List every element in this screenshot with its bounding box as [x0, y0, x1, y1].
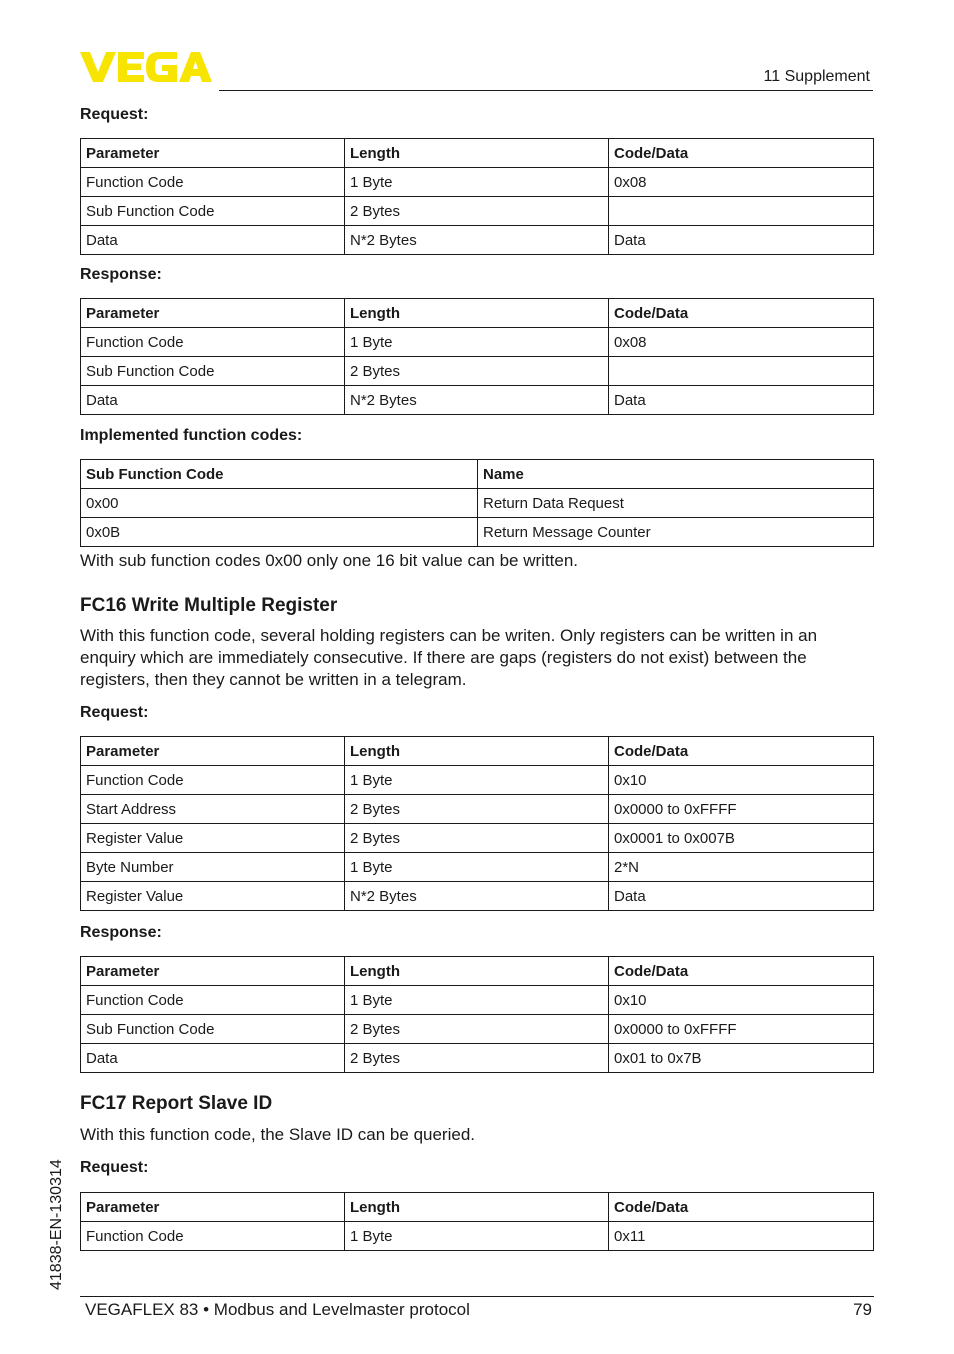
table-row — [81, 168, 874, 197]
table-cell: Data — [81, 1044, 345, 1073]
column-header: Name — [478, 460, 874, 489]
table-cell: Data — [81, 226, 345, 255]
table-cell: Byte Number — [81, 853, 345, 882]
column-header: Code/Data — [609, 139, 874, 168]
request-label: Request: — [80, 1159, 149, 1176]
table-row — [81, 1222, 874, 1251]
section-title: 11 Supplement — [763, 68, 870, 85]
footer-title: VEGAFLEX 83 • Modbus and Levelmaster protocol — [85, 1300, 470, 1319]
table-header-row — [81, 460, 874, 489]
column-header: Length — [345, 139, 609, 168]
table-cell: Function Code — [81, 328, 345, 357]
table-row — [81, 824, 874, 853]
table-row — [81, 518, 874, 547]
column-header: Length — [345, 957, 609, 986]
header-divider — [219, 90, 873, 91]
table-header-row — [81, 957, 874, 986]
table-header-row — [81, 299, 874, 328]
table-cell: 0x0001 to 0x007B — [609, 824, 874, 853]
table-cell: Sub Function Code — [81, 197, 345, 226]
column-header: Parameter — [81, 737, 345, 766]
table-cell — [609, 357, 874, 386]
implemented-codes-table — [80, 459, 874, 547]
table-cell: 2 Bytes — [345, 1015, 609, 1044]
table-cell: Sub Function Code — [81, 1015, 345, 1044]
table-cell: 1 Byte — [345, 766, 609, 795]
column-header: Parameter — [81, 1193, 345, 1222]
table-row — [81, 986, 874, 1015]
table-row — [81, 197, 874, 226]
table-cell — [609, 197, 874, 226]
table-cell: 0x11 — [609, 1222, 874, 1251]
fc08-request-table — [80, 138, 874, 255]
table-cell: 0x10 — [609, 986, 874, 1015]
table-cell: 2 Bytes — [345, 197, 609, 226]
fc16-response-table — [80, 956, 874, 1073]
table-cell: Return Message Counter — [478, 518, 874, 547]
column-header: Parameter — [81, 957, 345, 986]
table-cell: Function Code — [81, 168, 345, 197]
fc17-request-table — [80, 1192, 874, 1251]
table-cell: N*2 Bytes — [345, 882, 609, 911]
table-cell: Function Code — [81, 1222, 345, 1251]
table-cell: 0x0B — [81, 518, 478, 547]
table-row — [81, 489, 874, 518]
response-label: Response: — [80, 266, 162, 283]
table-cell: Data — [81, 386, 345, 415]
table-row — [81, 328, 874, 357]
fc16-request-table — [80, 736, 874, 911]
table-row — [81, 1044, 874, 1073]
table-cell: 2 Bytes — [345, 1044, 609, 1073]
table-row — [81, 226, 874, 255]
table-cell: Sub Function Code — [81, 357, 345, 386]
column-header: Length — [345, 299, 609, 328]
column-header: Code/Data — [609, 957, 874, 986]
table-row — [81, 795, 874, 824]
table-cell: Register Value — [81, 824, 345, 853]
column-header: Parameter — [81, 299, 345, 328]
document-code: 41838-EN-130314 — [48, 1159, 65, 1290]
table-cell: 2 Bytes — [345, 824, 609, 853]
footer-divider — [80, 1296, 874, 1297]
table-header-row — [81, 139, 874, 168]
table-header-row — [81, 1193, 874, 1222]
table-cell: 2 Bytes — [345, 795, 609, 824]
table-cell: 1 Byte — [345, 1222, 609, 1251]
table-cell: Data — [609, 386, 874, 415]
table-cell: Start Address — [81, 795, 345, 824]
implemented-codes-label: Implemented function codes: — [80, 427, 303, 444]
table-cell: 2*N — [609, 853, 874, 882]
column-header: Length — [345, 1193, 609, 1222]
vega-logo — [80, 52, 212, 82]
table-cell: N*2 Bytes — [345, 386, 609, 415]
table-row — [81, 766, 874, 795]
table-cell: 0x00 — [81, 489, 478, 518]
table-cell: 0x0000 to 0xFFFF — [609, 1015, 874, 1044]
request-label: Request: — [80, 704, 149, 721]
table-cell: Function Code — [81, 766, 345, 795]
column-header: Code/Data — [609, 1193, 874, 1222]
table-row — [81, 1015, 874, 1044]
table-cell: Register Value — [81, 882, 345, 911]
table-row — [81, 853, 874, 882]
table-cell: 0x10 — [609, 766, 874, 795]
table-cell: 0x0000 to 0xFFFF — [609, 795, 874, 824]
table-cell: 1 Byte — [345, 328, 609, 357]
response-label: Response: — [80, 924, 162, 941]
table-cell: Data — [609, 226, 874, 255]
fc17-heading: FC17 Report Slave ID — [80, 1093, 273, 1114]
table-cell: 0x08 — [609, 168, 874, 197]
table-cell: 0x08 — [609, 328, 874, 357]
table-row — [81, 386, 874, 415]
table-row — [81, 357, 874, 386]
table-row — [81, 882, 874, 911]
fc17-description: With this function code, the Slave ID can be queried. — [80, 1125, 476, 1144]
column-header: Length — [345, 737, 609, 766]
column-header: Code/Data — [609, 299, 874, 328]
table-header-row — [81, 737, 874, 766]
column-header: Sub Function Code — [81, 460, 478, 489]
page-number: 79 — [853, 1300, 872, 1319]
sub-function-note: With sub function codes 0x00 only one 16 bit value can be written. — [80, 551, 579, 570]
table-cell: 1 Byte — [345, 986, 609, 1015]
request-label: Request: — [80, 106, 149, 123]
table-cell: Function Code — [81, 986, 345, 1015]
column-header: Parameter — [81, 139, 345, 168]
table-cell: 1 Byte — [345, 853, 609, 882]
fc08-response-table — [80, 298, 874, 415]
column-header: Code/Data — [609, 737, 874, 766]
table-cell: N*2 Bytes — [345, 226, 609, 255]
table-cell: 1 Byte — [345, 168, 609, 197]
fc16-heading: FC16 Write Multiple Register — [80, 595, 338, 616]
table-cell: Data — [609, 882, 874, 911]
table-cell: 0x01 to 0x7B — [609, 1044, 874, 1073]
fc16-description: With this function code, several holding registers can be writen. Only registers can be written in an enquiry which are immediately consecutive. If there are gaps (registers do not exist) between the registers, then they cannot be written in a telegram. — [80, 626, 818, 689]
table-cell: Return Data Request — [478, 489, 874, 518]
table-cell: 2 Bytes — [345, 357, 609, 386]
